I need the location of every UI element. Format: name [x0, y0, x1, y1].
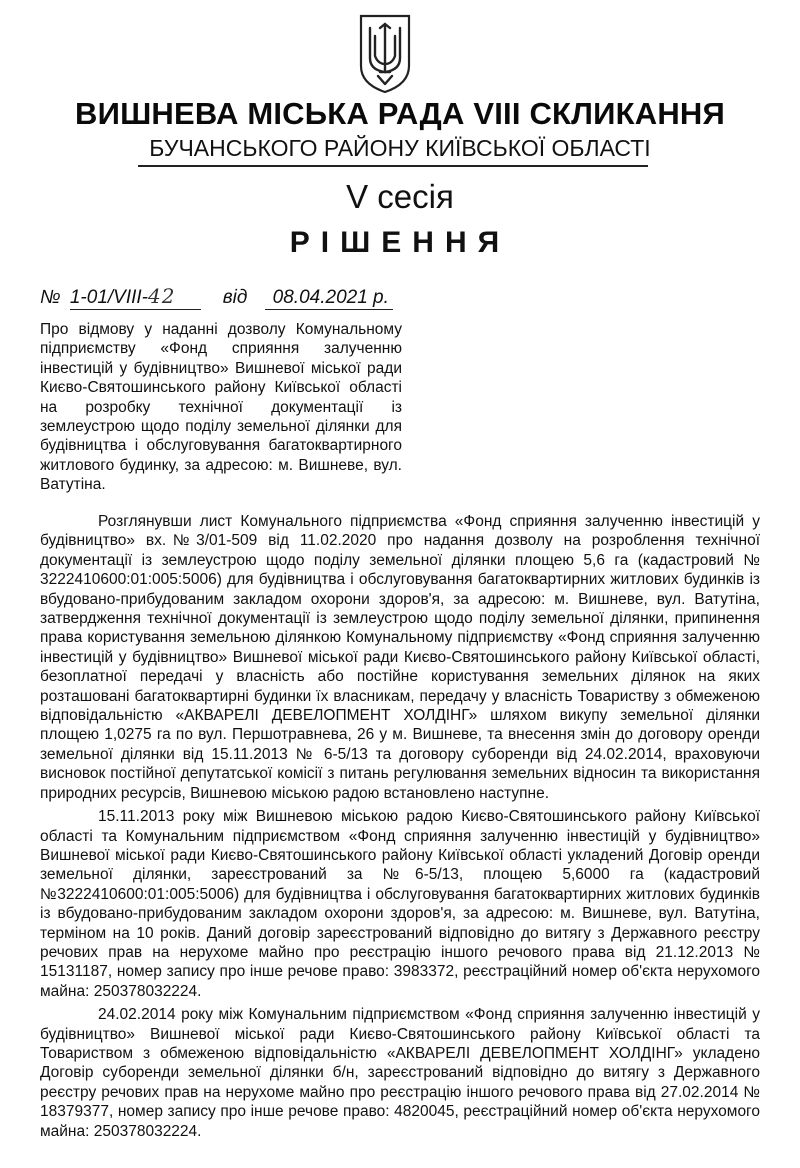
- decision-number-line: [40, 284, 393, 310]
- decision-body: [40, 512, 760, 1145]
- decision-subject: Про відмову у наданні дозволу Комунальному підприємству «Фонд сприяння залученню інвестицій у будівництво» Вишневої міської ради Києво-Святошинського району Київської області на розробку технічної документації із землеустрою щодо поділу земельної ділянки для будівництва і обслуговування багатоквартирного житлового будинку, за адресою: м. Вишневе, вул. Ватутіна.: [40, 321, 402, 494]
- number-prefix: 1-01/VIII-: [69, 287, 149, 308]
- body-paragraph: Розглянувши лист Комунального підприємства «Фонд сприяння залученню інвестицій у будівництво» вх.№3/01-509 від 11.02.2020 про надання дозволу на розроблення технічної документації із землеустрою щодо поділу земельної ділянки площею 5,6 га (кадастровий № 3222410600:01:005:5006) для будівництва і обслуговування багатоквартирних житлових будинків із вбудовано-прибудованим закладом охорони здоров'я, за адресою: м. Вишневе, вул. Ватутіна, затвердження технічної документації із землеустрою щодо поділу земельної ділянки, припинення права користування земельною ділянкою Комунальному підприємству «Фонд сприяння залученню інвестицій у будівництво» Вишневої міської ради Києво-Святошинського району Київської області, безоплатної передачі у власність або постійне користування земельних ділянок на яких розташовані багатоквартирні будинки їх власникам, передачу у власність Товариству з обмеженою відповідальністю «АКВАРЕЛІ ДЕВЕЛОПМЕНТ ХОЛДІНГ» шляхом викупу земельної ділянки площею 1,0275 га по вул. Першотравнева, 26 у м. Вишневе, та внесення змін до договору оренди земельної ділянки від 15.11.2013 № 6-5/13 та договору суборенди від 24.02.2014, враховуючи висновок постійної депутатської комісії з питань регулювання земельних відносин та використання природних ресурсів, Вишневою міською радою встановлено наступне.: [40, 513, 760, 802]
- date-label: від: [222, 287, 248, 308]
- body-paragraph: 24.02.2014 року між Комунальним підприємством «Фонд сприяння залученню інвестицій у будівництво» Вишневої міської ради Києво-Святошинського району Київської області та Товариством з обмеженою відповідальністю «АКВАРЕЛІ ДЕВЕЛОПМЕНТ ХОЛДІНГ» укладено Договір суборенди земельної ділянки б/н, зареєстрований відповідно до витягу з Державного реєстру речових прав на нерухоме майно про реєстрацію іншого речового права від 27.02.2014 № 18379377, номер запису про інше речове право: 4820045, реєстраційний номер об'єкта нерухомого майна: 250378032224.: [40, 1006, 760, 1140]
- district-name: БУЧАНСЬКОГО РАЙОНУ КИЇВСЬКОЇ ОБЛАСТІ: [149, 135, 651, 161]
- header-divider: [138, 165, 648, 167]
- body-paragraph: 15.11.2013 року між Вишневою міською радою Києво-Святошинського району Київської області та Комунальним підприємством «Фонд сприяння залученню інвестицій у будівництво» Вишневої міської ради Києво-Святошинського району Київської області укладений Договір оренди земельної ділянки, зареєстрований за №6-5/13, площею 5,6000 га (кадастровий №3222410600:01:005:5006) для будівництва і обслуговування багатоквартирних житлових будинків із вбудовано-прибудованим закладом охорони здоров'я, за адресою: м. Вишневе, вул. Ватутіна, терміном на 10 років. Даний договір зареєстрований відповідно до витягу з Державного реєстру речових прав на нерухоме майно про реєстрацію іншого речового права від 21.12.2013 № 15131187, номер запису про інше речове право: 3983372, реєстраційний номер об'єкта нерухомого майна: 250378032224.: [40, 808, 760, 1000]
- handwritten-number: 42: [148, 284, 176, 308]
- decision-number: [70, 284, 202, 310]
- session-title: V сесія: [346, 178, 454, 215]
- trident-coat-of-arms-icon: [358, 14, 412, 94]
- decision-date: 08.04.2021 р.: [265, 287, 393, 310]
- document-type: РІШЕННЯ: [289, 226, 511, 259]
- council-name: ВИШНЕВА МІСЬКА РАДА VIII СКЛИКАННЯ: [75, 96, 725, 131]
- number-label: №: [40, 287, 61, 308]
